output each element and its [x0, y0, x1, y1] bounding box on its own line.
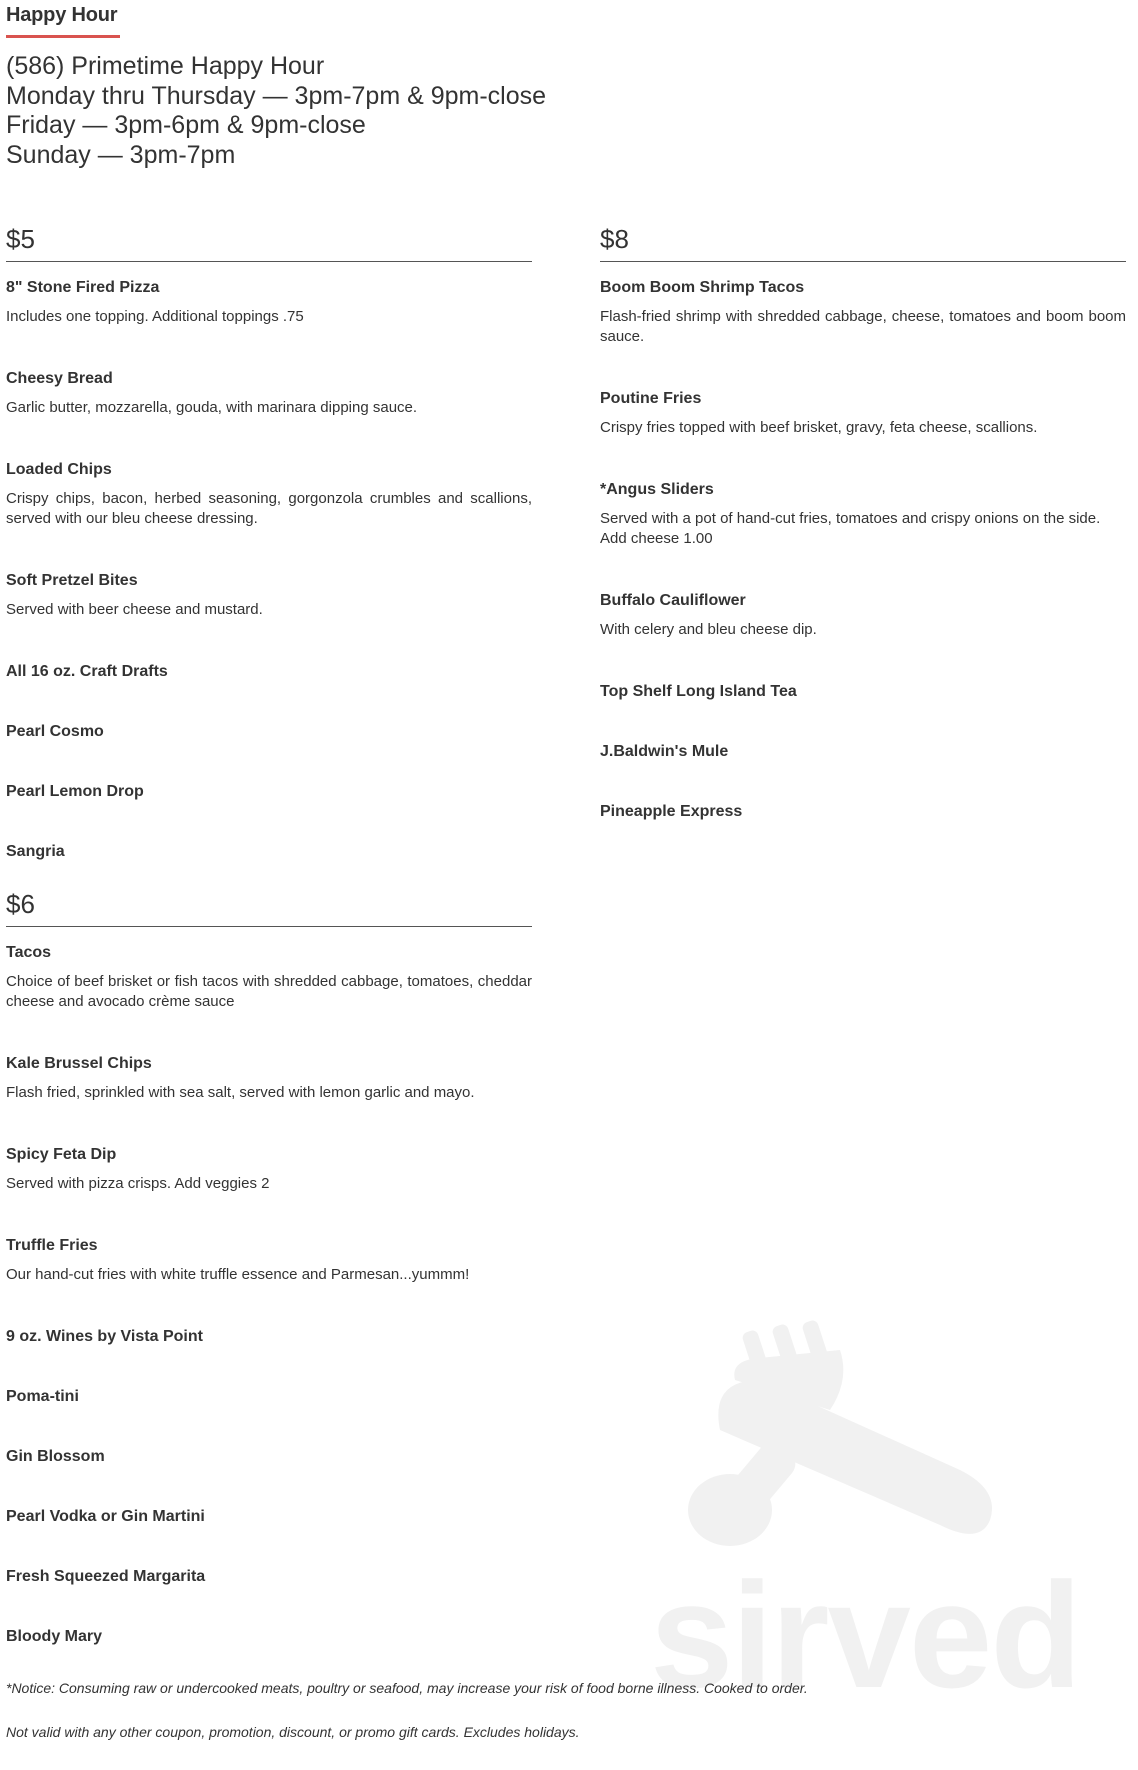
menu-item: [6, 662, 532, 682]
menu-item: [600, 480, 1126, 549]
menu-item-name: Fresh Squeezed Margarita: [6, 1568, 206, 1585]
menu-item-name: Loaded Chips: [6, 461, 112, 478]
menu-item: [6, 782, 532, 802]
tab-title[interactable]: Happy Hour: [6, 4, 118, 26]
menu-item: [6, 369, 532, 418]
section-divider: [6, 261, 532, 262]
schedule-line: Monday thru Thursday — 3pm-7pm & 9pm-close: [6, 81, 547, 110]
menu-item-name: Soft Pretzel Bites: [6, 572, 138, 589]
menu-item-name: Pearl Lemon Drop: [6, 783, 144, 800]
menu-item-name: Cheesy Bread: [6, 370, 113, 387]
menu-item-description: Crispy chips, bacon, herbed seasoning, gorgonzola crumbles and scallions, served with our bleu cheese dressing.: [6, 490, 532, 527]
menu-item: [6, 1567, 532, 1587]
menu-item-name: Poutine Fries: [600, 390, 702, 407]
menu-item: [600, 278, 1126, 347]
menu-item: [6, 1627, 532, 1647]
food-safety-notice: *Notice: Consuming raw or undercooked meats, poultry or seafood, may increase your risk of food borne illness. Cooked to order.: [6, 1680, 808, 1696]
section-price-5: $5: [6, 224, 35, 254]
menu-item: [600, 389, 1126, 438]
menu-item-name: Bloody Mary: [6, 1628, 103, 1645]
menu-item-description: Garlic butter, mozzarella, gouda, with marinara dipping sauce.: [6, 399, 418, 416]
section-price-6: $6: [6, 889, 35, 919]
menu-item: [6, 1387, 532, 1407]
menu-item-name: Top Shelf Long Island Tea: [600, 683, 797, 700]
menu-item-name: Pineapple Express: [600, 803, 743, 820]
menu-item-name: Spicy Feta Dip: [6, 1146, 117, 1163]
menu-item: [6, 1236, 532, 1285]
menu-item-description: Our hand-cut fries with white truffle essence and Parmesan...yummm!: [6, 1266, 470, 1283]
schedule-line: Sunday — 3pm-7pm: [6, 140, 236, 169]
happy-hour-schedule: [6, 52, 546, 170]
menu-item-description: With celery and bleu cheese dip.: [600, 621, 817, 638]
menu-column-right: [600, 223, 1126, 862]
menu-item-description: Flash-fried shrimp with shredded cabbage, cheese, tomatoes and boom boom sauce.: [600, 308, 1126, 345]
schedule-line: (586) Primetime Happy Hour: [6, 52, 325, 80]
menu-item-name: Pearl Cosmo: [6, 723, 104, 740]
menu-item-name: Pearl Vodka or Gin Martini: [6, 1508, 205, 1525]
menu-item: [6, 1447, 532, 1467]
menu-item: [6, 571, 532, 620]
menu-item: [6, 722, 532, 742]
menu-item-description: Includes one topping. Additional toppings .75: [6, 308, 304, 325]
menu-column-left: [6, 223, 532, 1687]
menu-item-addon: Add cheese 1.00: [600, 530, 713, 547]
menu-item-description: Served with beer cheese and mustard.: [6, 601, 263, 618]
menu-item-name: Truffle Fries: [6, 1237, 98, 1254]
menu-item-description: Flash fried, sprinkled with sea salt, served with lemon garlic and mayo.: [6, 1084, 475, 1101]
menu-item-description: Crispy fries topped with beef brisket, gravy, feta cheese, scallions.: [600, 419, 1038, 436]
menu-item-description: Choice of beef brisket or fish tacos with shredded cabbage, tomatoes, cheddar cheese and avocado crème sauce: [6, 973, 532, 1010]
menu-item: [6, 1054, 532, 1103]
menu-item-name: *Angus Sliders: [600, 481, 714, 498]
menu-item-description: Served with a pot of hand-cut fries, tomatoes and crispy onions on the side.: [600, 510, 1101, 527]
schedule-line: Friday — 3pm-6pm & 9pm-close: [6, 111, 366, 139]
menu-item: [600, 682, 1126, 702]
menu-item: [600, 742, 1126, 762]
menu-item: [600, 802, 1126, 822]
menu-item-name: 9 oz. Wines by Vista Point: [6, 1328, 203, 1345]
menu-item-name: Sangria: [6, 843, 65, 860]
promo-disclaimer: Not valid with any other coupon, promotion, discount, or promo gift cards. Excludes holidays.: [6, 1724, 580, 1740]
menu-item-name: All 16 oz. Craft Drafts: [6, 663, 168, 680]
menu-item: [6, 1507, 532, 1527]
menu-item: [6, 842, 532, 862]
menu-item-name: Buffalo Cauliflower: [600, 592, 746, 609]
section-price-8: $8: [600, 224, 629, 254]
menu-item: [6, 1145, 532, 1194]
menu-item: [600, 591, 1126, 640]
watermark-text: sirved: [650, 1551, 1080, 1719]
tab-active-underline: [6, 35, 120, 38]
menu-item-name: Gin Blossom: [6, 1448, 105, 1465]
knife-fork-spoon-icon: [640, 1320, 1090, 1560]
menu-item-name: 8" Stone Fired Pizza: [6, 279, 160, 296]
menu-item-name: Kale Brussel Chips: [6, 1055, 152, 1072]
menu-item: [6, 943, 532, 1012]
menu-item-name: J.Baldwin's Mule: [600, 743, 729, 760]
menu-item: [6, 460, 532, 529]
sirved-watermark: [640, 1320, 1090, 1719]
menu-item-name: Boom Boom Shrimp Tacos: [600, 279, 805, 296]
menu-item-name: Poma-tini: [6, 1388, 79, 1405]
menu-item-description: Served with pizza crisps. Add veggies 2: [6, 1175, 270, 1192]
menu-item: [6, 278, 532, 327]
menu-item-name: Tacos: [6, 944, 52, 961]
menu-item: [6, 1327, 532, 1347]
section-divider: [6, 926, 532, 927]
section-divider: [600, 261, 1126, 262]
